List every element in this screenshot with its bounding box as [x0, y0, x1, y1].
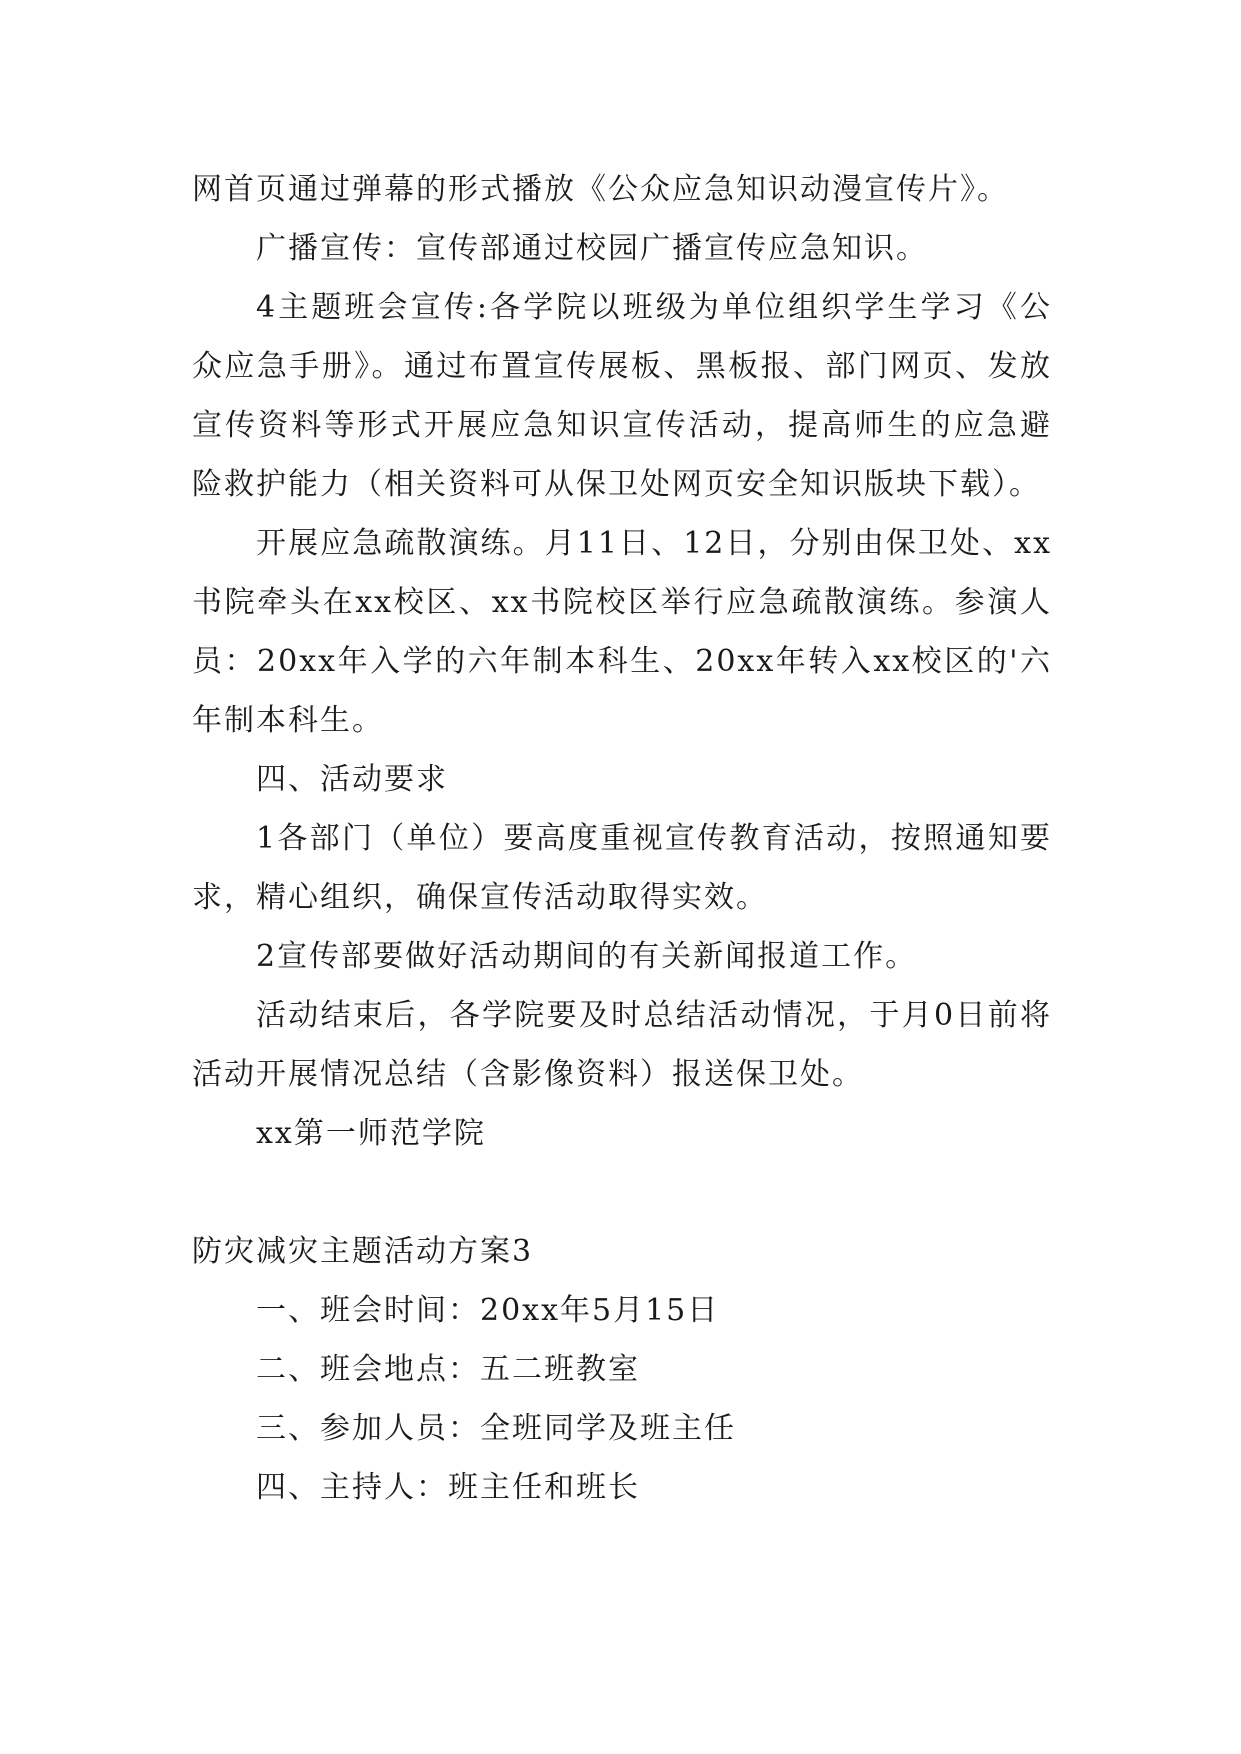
paragraph-requirement-1: 1各部门（单位）要高度重视宣传教育活动，按照通知要求，精心组织，确保宣传活动取得实效。: [192, 821, 1052, 915]
meeting-time: 一、班会时间：20xx年5月15日: [256, 1293, 720, 1328]
paragraph-class-meeting: 4主题班会宣传:各学院以班级为单位组织学生学习《公众应急手册》。通过布置宣传展板、黑板报、部门网页、发放宣传资料等形式开展应急知识宣传活动，提高师生的应急避险救护能力（相关资料可从保卫处网页安全知识版块下载）。: [192, 290, 1052, 502]
paragraph-broadcast: 广播宣传：宣传部通过校园广播宣传应急知识。: [256, 231, 928, 266]
meeting-location: 二、班会地点：五二班教室: [256, 1352, 640, 1387]
paragraph-requirement-2: 2宣传部要做好活动期间的有关新闻报道工作。: [256, 939, 918, 974]
signature-institution: xx第一师范学院: [256, 1116, 486, 1151]
meeting-host: 四、主持人：班主任和班长: [256, 1470, 640, 1505]
document-body: [192, 160, 1052, 1517]
paragraph-evacuation-drill: 开展应急疏散演练。月11日、12日，分别由保卫处、xx书院牵头在xx校区、xx书院校区举行应急疏散演练。参演人员：20xx年入学的六年制本科生、20xx年转入xx校区的'六年制本科生。: [192, 526, 1052, 738]
plan-title: 防灾减灾主题活动方案3: [192, 1234, 534, 1269]
section-heading-requirements: 四、活动要求: [256, 762, 448, 797]
paragraph-continuation: 网首页通过弹幕的形式播放《公众应急知识动漫宣传片》。: [192, 172, 1009, 207]
meeting-participants: 三、参加人员：全班同学及班主任: [256, 1411, 736, 1446]
paragraph-summary: 活动结束后，各学院要及时总结活动情况，于月0日前将活动开展情况总结（含影像资料）报送保卫处。: [192, 998, 1052, 1092]
